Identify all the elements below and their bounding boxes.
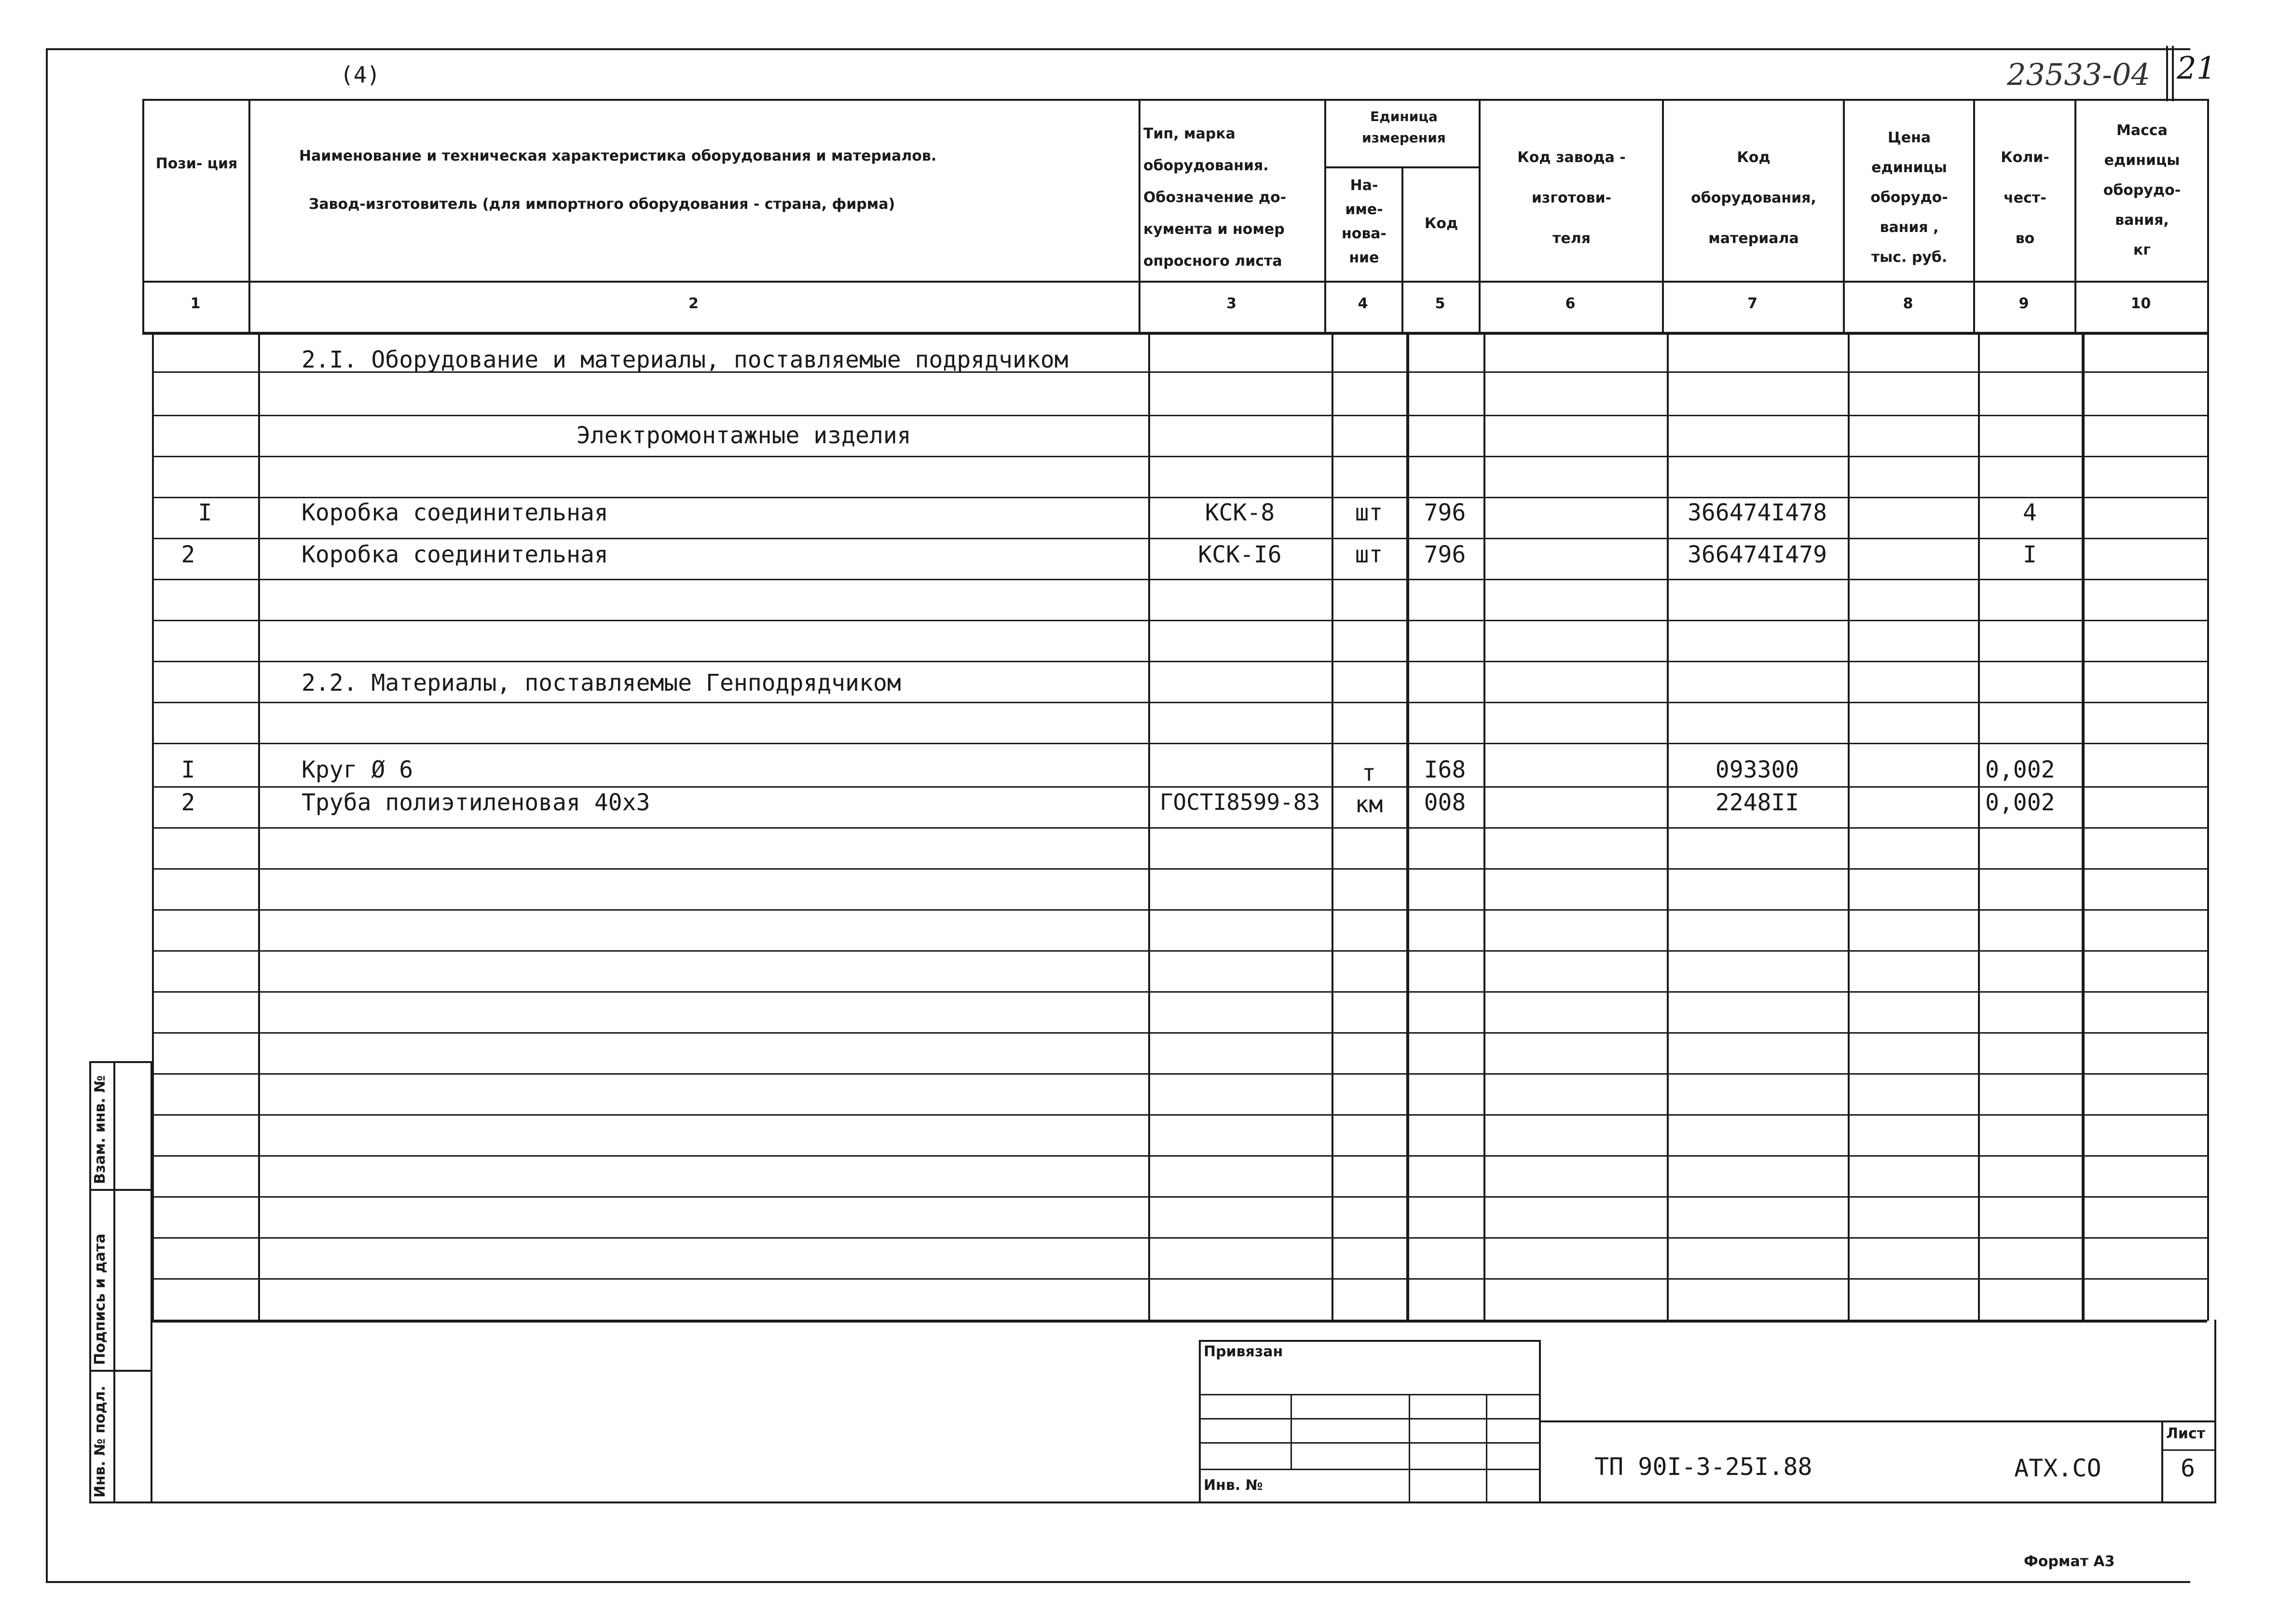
row-unit: км — [1355, 791, 1383, 818]
column-number: 7 — [1747, 295, 1757, 312]
header-price — [1845, 123, 1973, 273]
row-unit-code: I68 — [1424, 756, 1466, 783]
section-heading: 2.2. Материалы, поставляемые Генподрядчиком — [302, 669, 901, 696]
column-number: 2 — [688, 295, 699, 312]
row-position: I — [181, 756, 195, 783]
row-unit-code: 796 — [1424, 499, 1466, 526]
row-unit-code: 796 — [1424, 541, 1466, 568]
side-vzam: Взам. инв. № — [92, 1075, 109, 1184]
row-quantity: 4 — [2023, 499, 2037, 526]
row-material-code: 366474I479 — [1688, 541, 1827, 568]
header-mass-line: кг — [2133, 242, 2151, 259]
column-number: 1 — [190, 295, 201, 312]
header-price-line: тыс. руб. — [1871, 249, 1948, 266]
header-quantity — [1976, 137, 2074, 259]
header-unit-code: Код — [1424, 215, 1458, 232]
row-type: ГОСТI8599-83 — [1159, 789, 1320, 815]
side-inv-podl: Инв. № подл. — [92, 1385, 109, 1498]
header-type-line: Тип, марка — [1143, 125, 1236, 142]
header-name-line2: Завод-изготовитель (для импортного оборудования - страна, фирма) — [309, 196, 895, 213]
header-unit-name-line: име- — [1345, 201, 1383, 218]
header-quantity-line: во — [2015, 230, 2035, 247]
subsection-heading: Электромонтажные изделия — [577, 422, 911, 449]
header-unit-name — [1327, 174, 1401, 270]
row-material-code: 366474I478 — [1688, 499, 1827, 526]
header-type-line: оборудования. — [1143, 157, 1269, 174]
row-position: 2 — [181, 789, 195, 816]
column-number: 9 — [2018, 295, 2029, 312]
sheet-number: 6 — [2180, 1454, 2196, 1482]
row-type: КСК-I6 — [1198, 541, 1282, 568]
column-number: 3 — [1226, 295, 1236, 312]
inv-no-label: Инв. № — [1204, 1477, 1263, 1494]
header-mass — [2077, 116, 2207, 265]
row-material-code: 2248II — [1715, 789, 1799, 816]
header-type-line: кумента и номер — [1143, 221, 1285, 238]
header-mass-line: Масса — [2116, 122, 2168, 139]
corner-number: 21 — [2177, 51, 2216, 86]
column-number: 10 — [2130, 295, 2151, 312]
row-name: Коробка соединительная — [302, 499, 608, 526]
row-quantity: I — [2023, 541, 2037, 568]
section-heading: 2.I. Оборудование и материалы, поставляемые подрядчиком — [302, 346, 1069, 373]
header-position: Пози- ция — [155, 155, 238, 172]
doc-number: 23533-04 — [2007, 57, 2151, 92]
header-material-code-line: материала — [1708, 230, 1799, 247]
row-name: Круг Ø 6 — [302, 756, 413, 783]
row-unit-code: 008 — [1424, 789, 1466, 816]
column-number: 8 — [1903, 295, 1913, 312]
row-type: КСК-8 — [1205, 499, 1275, 526]
sheet-label: Лист — [2166, 1425, 2206, 1442]
header-factory-code — [1481, 137, 1662, 259]
header-quantity-line: Коли- — [2001, 149, 2049, 166]
header-mass-line: оборудо- — [2103, 182, 2181, 199]
header-type-line: опросного листа — [1143, 253, 1282, 270]
header-unit-name-line: ние — [1349, 249, 1379, 266]
row-unit: т — [1362, 760, 1376, 787]
header-factory-code-line: Код завода - — [1517, 149, 1626, 166]
header-factory-code-line: теля — [1552, 230, 1591, 247]
column-number: 5 — [1435, 295, 1445, 312]
header-factory-code-line: изготови- — [1531, 190, 1612, 206]
header-price-line: Цена — [1887, 129, 1931, 146]
row-name: Коробка соединительная — [302, 541, 608, 568]
header-material-code — [1664, 137, 1843, 259]
column-number: 4 — [1358, 295, 1368, 312]
row-position: 2 — [181, 541, 195, 568]
side-podpis: Подпись и дата — [92, 1233, 109, 1365]
header-type — [1143, 118, 1322, 277]
row-material-code: 093300 — [1715, 756, 1799, 783]
header-name-line1: Наименование и техническая характеристика оборудования и материалов. — [299, 148, 937, 164]
format-label: Формат А3 — [2024, 1553, 2115, 1570]
row-unit: шт — [1355, 499, 1383, 526]
row-position: I — [198, 499, 212, 526]
row-unit: шт — [1355, 541, 1383, 568]
header-unit-group: Единица измерения — [1362, 109, 1446, 146]
header-price-line: оборудо- — [1870, 189, 1948, 206]
project-code: ТП 90I-3-25I.88 — [1594, 1453, 1812, 1481]
header-material-code-line: Код — [1737, 149, 1771, 166]
header-mass-line: вания, — [2115, 212, 2169, 229]
doc-code: АТХ.СО — [2014, 1454, 2101, 1482]
header-unit-name-line: нова- — [1341, 225, 1387, 242]
row-name: Труба полиэтиленовая 40х3 — [302, 789, 650, 816]
sheet-ref: (4) — [340, 62, 381, 88]
header-type-line: Обозначение до- — [1143, 189, 1287, 206]
privyazan-label: Привязан — [1204, 1343, 1283, 1360]
header-material-code-line: оборудования, — [1691, 190, 1816, 206]
header-price-line: вания , — [1880, 219, 1939, 236]
column-number: 6 — [1565, 295, 1576, 312]
row-quantity: 0,002 — [1985, 789, 2055, 816]
header-mass-line: единицы — [2104, 152, 2180, 169]
header-unit-name-line: На- — [1350, 177, 1378, 194]
header-quantity-line: чест- — [2004, 190, 2046, 206]
row-quantity: 0,002 — [1985, 756, 2055, 783]
header-price-line: единицы — [1871, 159, 1947, 176]
